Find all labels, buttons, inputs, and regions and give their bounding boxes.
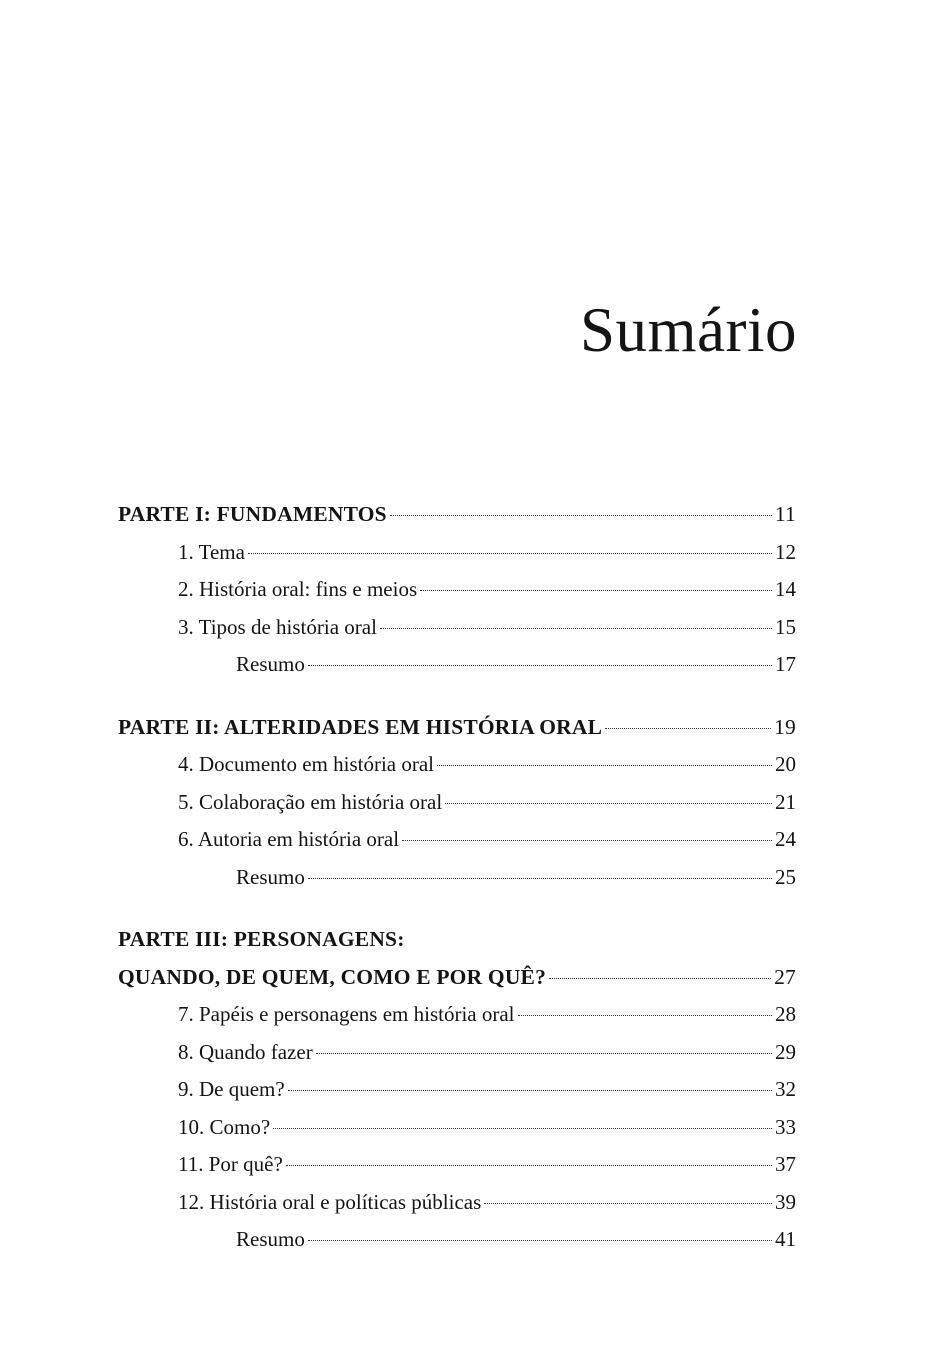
- toc-label: Resumo: [236, 1227, 305, 1251]
- toc-entry: [118, 784, 796, 822]
- dot-leader: [437, 765, 772, 766]
- toc-entry-summary: [118, 646, 796, 684]
- toc-entry-summary: [118, 859, 796, 897]
- toc-page-number: 14: [775, 577, 796, 601]
- toc-page-number: 41: [775, 1227, 796, 1251]
- toc-label: 3. Tipos de história oral: [178, 614, 377, 639]
- toc-page-number: 24: [775, 827, 796, 851]
- dot-leader: [518, 1015, 773, 1016]
- toc-entry: [118, 534, 796, 572]
- dot-leader: [605, 728, 771, 729]
- toc-label: 1. Tema: [178, 539, 245, 564]
- toc-label: PARTE II: ALTERIDADES EM HISTÓRIA ORAL: [118, 714, 603, 739]
- toc-page-number: 21: [775, 789, 796, 814]
- dot-leader: [380, 628, 772, 629]
- toc-part-2: [118, 709, 796, 747]
- toc-page-number: 33: [775, 1114, 796, 1139]
- toc-page-number: 20: [775, 752, 796, 776]
- dot-leader: [484, 1203, 772, 1204]
- toc-label: Resumo: [236, 652, 305, 676]
- toc-page-number: 29: [775, 1039, 796, 1064]
- toc-page-number: 11: [774, 502, 796, 526]
- toc-page-number: 12: [775, 539, 796, 564]
- toc-page-number: 15: [775, 614, 796, 639]
- dot-leader: [286, 1165, 772, 1166]
- toc-label: 5. Colaboração em história oral: [178, 789, 443, 814]
- dot-leader: [390, 515, 772, 516]
- toc-page-number: 27: [774, 964, 796, 989]
- toc-label: 6. Autoria em história oral: [178, 827, 400, 851]
- toc-label: PARTE I: FUNDAMENTOS: [118, 502, 387, 526]
- toc-label: 7. Papéis e personagens em história oral: [178, 1002, 515, 1026]
- toc-part-3-line-2: [118, 959, 796, 997]
- toc-label: 2. História oral: fins e meios: [178, 577, 418, 601]
- toc-entry: [118, 1109, 796, 1147]
- toc-entry: [118, 1034, 796, 1072]
- toc-page-number: 19: [774, 714, 796, 739]
- toc-entry: [118, 609, 796, 647]
- page-title: Sumário: [580, 295, 797, 365]
- toc-page-number: 37: [775, 1152, 796, 1176]
- toc-page-number: 32: [775, 1077, 796, 1101]
- dot-leader: [288, 1090, 772, 1091]
- dot-leader: [402, 840, 772, 841]
- toc-page-number: 28: [775, 1002, 796, 1026]
- toc-entry: [118, 746, 796, 784]
- toc-label: 11. Por quê?: [178, 1152, 283, 1176]
- toc-label: 10. Como?: [178, 1114, 271, 1139]
- toc-label: PARTE III: PERSONAGENS:: [118, 927, 405, 951]
- toc-entry-summary: [118, 1221, 796, 1259]
- dot-leader: [549, 978, 771, 979]
- toc-entry: [118, 1146, 796, 1184]
- dot-leader: [273, 1128, 772, 1129]
- toc-entry: [118, 821, 796, 859]
- toc-label: 9. De quem?: [178, 1077, 285, 1101]
- toc-part-1: [118, 496, 796, 534]
- toc-page-number: 25: [775, 864, 796, 889]
- toc-entry: [118, 996, 796, 1034]
- dot-leader: [308, 665, 772, 666]
- toc-page-number: 39: [775, 1189, 796, 1214]
- dot-leader: [420, 590, 772, 591]
- dot-leader: [308, 878, 772, 879]
- dot-leader: [445, 803, 772, 804]
- toc-entry: [118, 1184, 796, 1222]
- toc-page-number: 17: [775, 652, 796, 676]
- toc-entry: [118, 571, 796, 609]
- toc-label: QUANDO, DE QUEM, COMO E POR QUÊ?: [118, 964, 547, 989]
- toc-label: 4. Documento em história oral: [178, 752, 435, 776]
- toc-label: 8. Quando fazer: [178, 1039, 313, 1064]
- dot-leader: [316, 1053, 772, 1054]
- toc-part-3-line-1: [118, 921, 796, 959]
- toc-label: 12. História oral e políticas públicas: [178, 1189, 482, 1214]
- toc-label: Resumo: [236, 864, 305, 889]
- dot-leader: [308, 1240, 772, 1241]
- dot-leader: [248, 553, 772, 554]
- table-of-contents: [118, 496, 796, 1259]
- toc-entry: [118, 1071, 796, 1109]
